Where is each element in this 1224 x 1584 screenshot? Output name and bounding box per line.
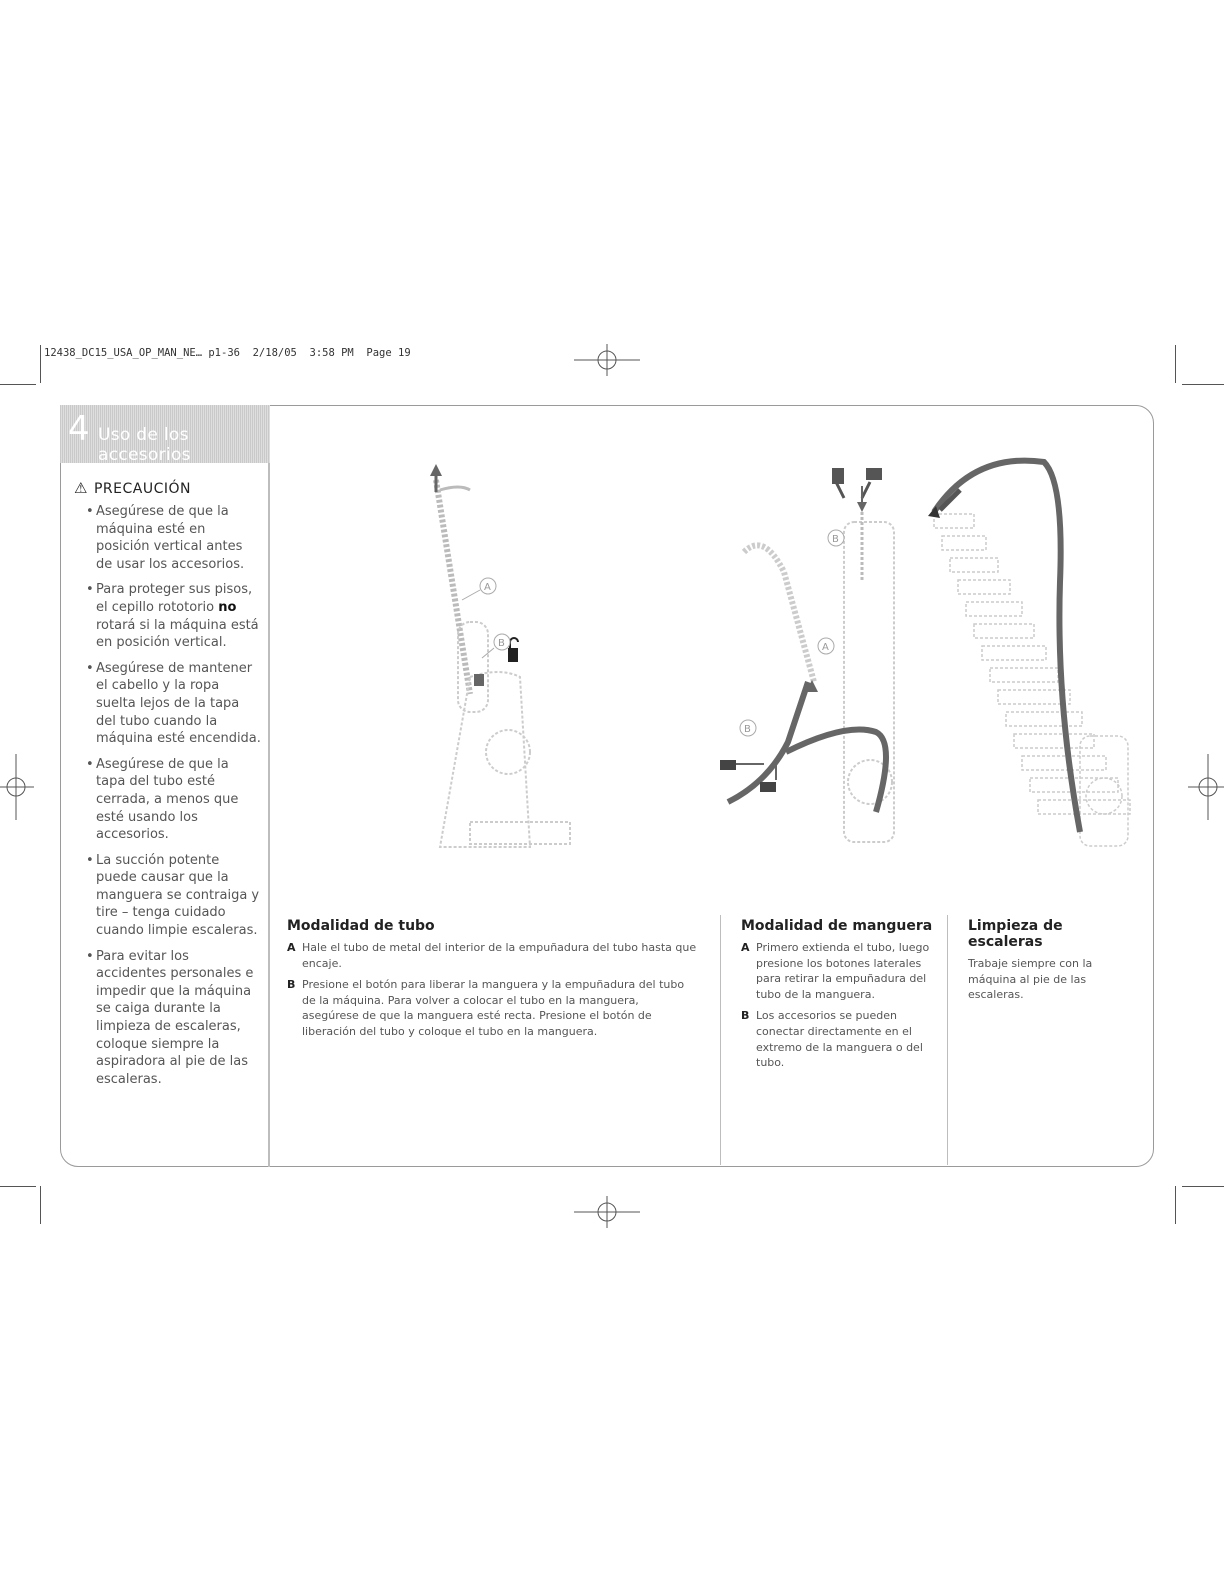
- step-text: Hale el tubo de metal del interior de la empuñadura del tubo hasta que encaje.: [302, 941, 697, 970]
- step-text: Los accesorios se pueden conectar directamente en el extremo de la manguera o del tubo.: [756, 1009, 923, 1070]
- hose-step: [741, 1008, 937, 1070]
- crop-mark: [1175, 1186, 1176, 1224]
- callout-letter-a: A: [822, 642, 829, 653]
- crop-mark: [1182, 384, 1224, 385]
- column-divider: [947, 915, 948, 1165]
- callout-letter-b: B: [832, 534, 839, 545]
- stairs-text: Trabaje siempre con la máquina al pie de las escaleras.: [968, 957, 1093, 1002]
- caution-heading: [74, 479, 191, 497]
- column-divider: [720, 915, 721, 1165]
- wand-step: [287, 977, 697, 1039]
- step-letter: A: [287, 941, 296, 954]
- registration-mark-icon: [0, 754, 34, 820]
- caution-heading-text: PRECAUCIÓN: [93, 481, 191, 497]
- crop-mark: [0, 1186, 36, 1187]
- stairs-section: [968, 918, 1118, 1003]
- wand-mode-section: [287, 918, 697, 1046]
- callout-letter-a: A: [484, 582, 491, 593]
- wand-step: [287, 940, 697, 971]
- caution-item: • Asegúrese de que la máquina esté en posición vertical antes de usar los accesorios.: [82, 503, 262, 573]
- hose-step: [741, 940, 937, 1002]
- crop-mark: [1182, 1186, 1224, 1187]
- caution-item: • Asegúrese de que la tapa del tubo esté cerrada, a menos que esté usando los accesorios.: [82, 756, 262, 844]
- stairs-title: Limpieza de escaleras: [968, 918, 1063, 950]
- caution-item-emphasis: no: [218, 599, 237, 615]
- callout-b: [828, 530, 844, 546]
- section-title: Uso de los accesorios: [98, 425, 191, 465]
- caution-item-text: Para proteger sus pisos, el cepillo rototorio: [96, 582, 253, 615]
- callout-letter-b: B: [744, 724, 751, 735]
- callout-a: [818, 638, 834, 654]
- step-text: Primero extienda el tubo, luego presione los botones laterales para retirar la empuñadura del tubo de la manguera.: [756, 941, 930, 1001]
- crop-mark: [40, 1186, 41, 1224]
- crop-mark: [0, 384, 36, 385]
- caution-item: • Para evitar los accidentes personales e impedir que la máquina se caiga durante la limpieza de escaleras, coloque siempre la aspiradora al pie de las escaleras.: [82, 948, 262, 1089]
- hose-mode-section: [741, 918, 937, 1077]
- registration-mark-icon: [574, 1196, 640, 1228]
- callout-letter-b: B: [498, 638, 505, 649]
- caution-item: [82, 581, 262, 651]
- step-letter: A: [741, 941, 750, 954]
- wand-mode-illustration: [410, 462, 580, 852]
- callout-b: [494, 634, 510, 650]
- section-number: 4: [68, 409, 90, 449]
- section-header: [60, 405, 270, 463]
- sidebar: [60, 405, 270, 1167]
- wand-mode-title: Modalidad de tubo: [287, 918, 435, 934]
- crop-mark: [40, 345, 41, 383]
- print-slug: 12438_DC15_USA_OP_MAN_NE… p1-36 2/18/05 3:58 PM Page 19: [44, 347, 411, 359]
- hose-mode-title: Modalidad de manguera: [741, 918, 933, 934]
- registration-mark-icon: [574, 344, 640, 376]
- step-letter: B: [741, 1009, 750, 1023]
- step-letter: B: [287, 978, 296, 992]
- callout-a: [480, 578, 496, 594]
- caution-list: [82, 503, 262, 1096]
- warning-triangle-icon: ⚠: [74, 479, 88, 497]
- caution-item: • Asegúrese de mantener el cabello y la ropa suelta lejos de la tapa del tubo cuando la máquina esté encendida.: [82, 660, 262, 748]
- step-text: Presione el botón para liberar la manguera y la empuñadura del tubo de la máquina. Para volver a colocar el tubo en la manguera, asegúrese de que la manguera esté recta. Presione el botón de liberación del tubo y coloque el tubo en la manguera.: [302, 978, 685, 1038]
- crop-mark: [1175, 345, 1176, 383]
- caution-item: • La succión potente puede causar que la manguera se contraiga y tire – tenga cuidado cuando limpie escaleras.: [82, 852, 262, 940]
- stairs-cleaning-illustration: [904, 456, 1148, 866]
- registration-mark-icon: [1188, 754, 1224, 820]
- hose-mode-illustration: [716, 462, 926, 862]
- caution-item-text: rotará si la máquina está en posición vertical.: [96, 617, 259, 651]
- callout-b: [740, 720, 756, 736]
